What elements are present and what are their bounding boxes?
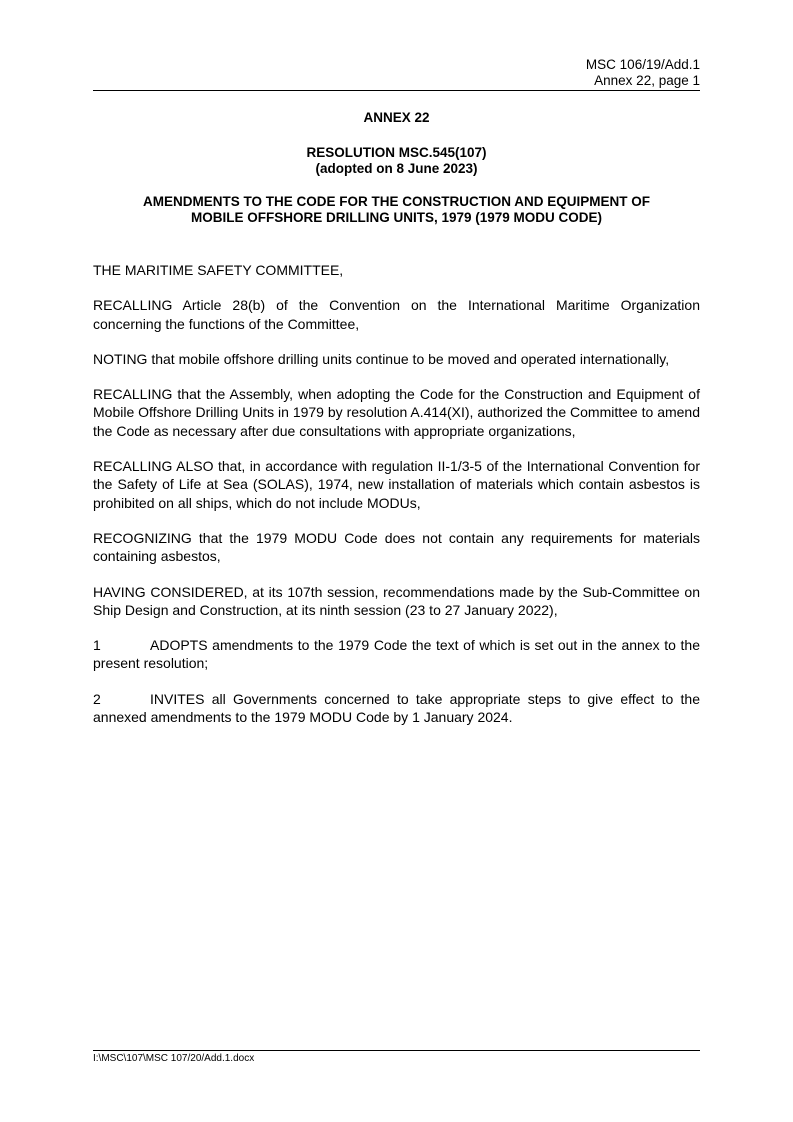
operative-text: INVITES all Governments concerned to take appropriate steps to give effect to the annexed amendments to the 1979 MODU Code by 1 January 2024. bbox=[93, 690, 700, 726]
footer-divider bbox=[93, 1050, 700, 1051]
preamble-paragraph: HAVING CONSIDERED, at its 107th session, recommendations made by the Sub-Committee on Ship Design and Construction, at its ninth session (23 to 27 January 2022), bbox=[93, 583, 700, 618]
preamble-paragraph: RECOGNIZING that the 1979 MODU Code does not contain any requirements for materials containing asbestos, bbox=[93, 529, 700, 565]
paragraph-number: 1 bbox=[93, 637, 101, 654]
header-divider bbox=[93, 90, 700, 91]
adoption-date: (adopted on 8 June 2023) bbox=[315, 161, 478, 176]
preamble-paragraph: RECALLING ALSO that, in accordance with regulation II-1/3-5 of the International Convention for the Safety of Life at Sea (SOLAS), 1974, new installation of materials which contain asbestos is prohibited on all ships, which do not include MODUs, bbox=[93, 458, 700, 511]
operative-paragraph-2 bbox=[93, 690, 700, 727]
resolution-number: RESOLUTION MSC.545(107) bbox=[306, 145, 487, 160]
page-reference: Annex 22, page 1 bbox=[594, 73, 700, 88]
resolution-body bbox=[93, 261, 700, 743]
preamble-paragraph: RECALLING Article 28(b) of the Convention on the International Maritime Organization concerning the functions of the Committee, bbox=[93, 297, 700, 332]
preamble-paragraph: THE MARITIME SAFETY COMMITTEE, bbox=[93, 262, 344, 278]
operative-text: ADOPTS amendments to the 1979 Code the text of which is set out in the annex to the present resolution; bbox=[93, 637, 700, 672]
paragraph-number: 2 bbox=[93, 690, 101, 707]
preamble-paragraph: NOTING that mobile offshore drilling units continue to be moved and operated internationally, bbox=[93, 350, 670, 367]
annex-title: ANNEX 22 bbox=[363, 110, 430, 125]
preamble-paragraph: RECALLING that the Assembly, when adopting the Code for the Construction and Equipment of Mobile Offshore Drilling Units in 1979 by resolution A.414(XI), authorized the Committee to amend the Code as necessary after due consultations with appropriate organizations, bbox=[93, 386, 700, 439]
page-header bbox=[93, 57, 700, 89]
title-line-2: MOBILE OFFSHORE DRILLING UNITS, 1979 (1979 MODU CODE) bbox=[190, 210, 603, 225]
document-reference: MSC 106/19/Add.1 bbox=[585, 57, 700, 72]
footer-file-path: I:\MSC\107\MSC 107/20/Add.1.docx bbox=[93, 1053, 255, 1064]
operative-paragraph-1 bbox=[93, 636, 700, 673]
resolution-heading bbox=[93, 145, 700, 177]
document-title bbox=[93, 194, 700, 226]
title-line-1: AMENDMENTS TO THE CODE FOR THE CONSTRUCTION AND EQUIPMENT OF bbox=[142, 194, 650, 209]
